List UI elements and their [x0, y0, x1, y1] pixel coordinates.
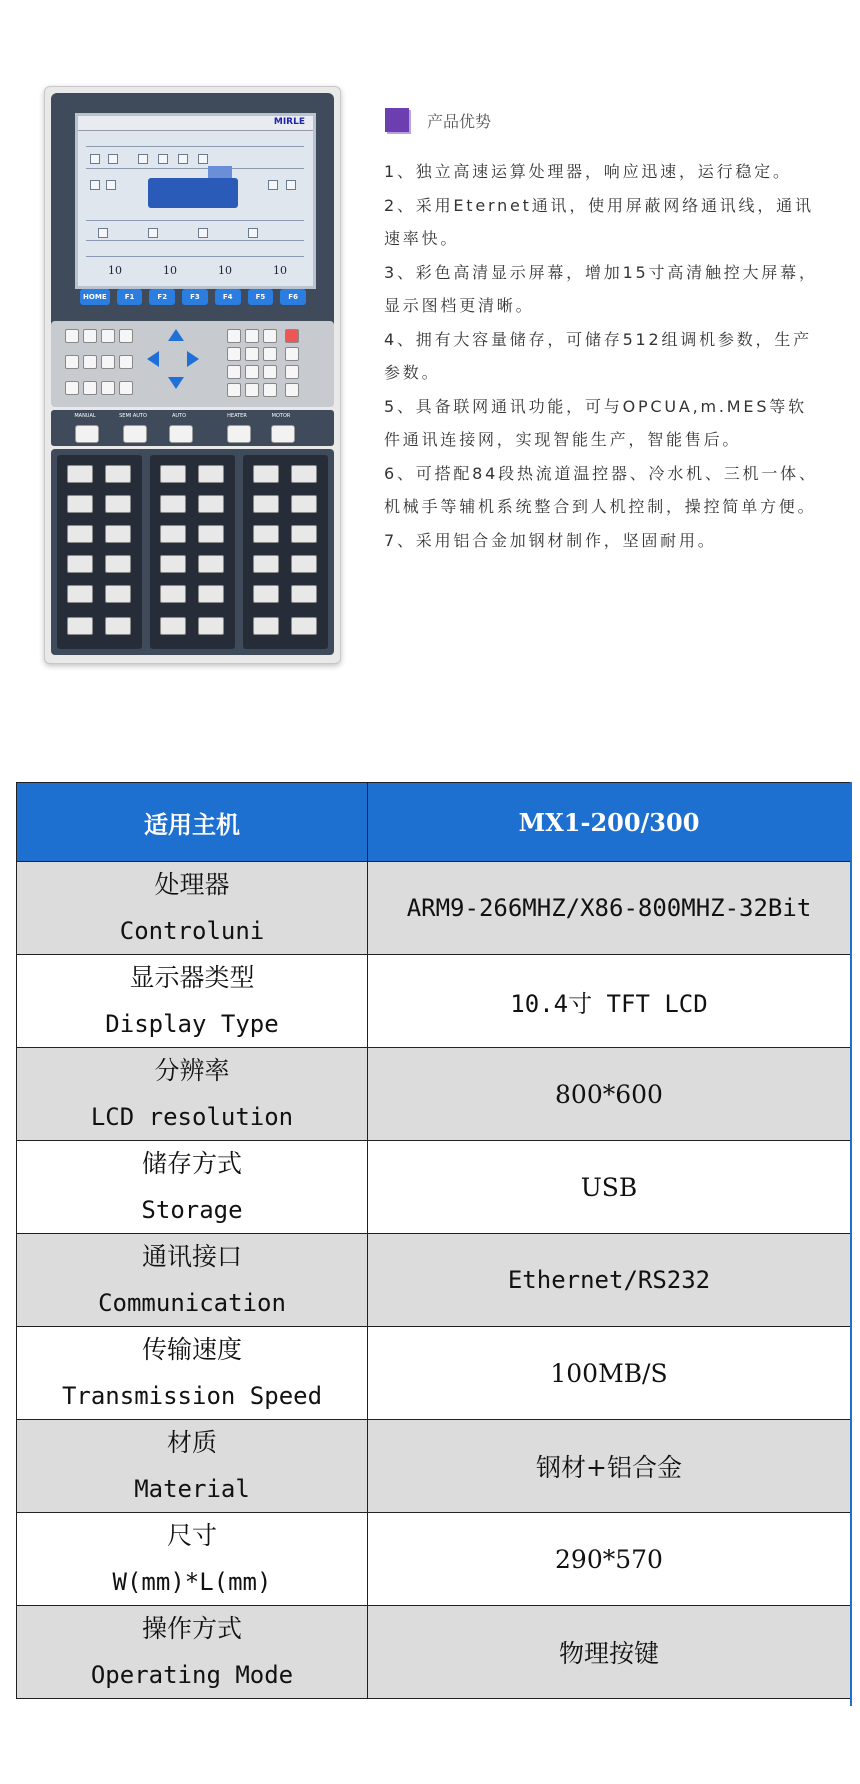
action-key — [291, 555, 317, 573]
row-label-zh: 储存方式 — [141, 1149, 242, 1178]
heater-key — [227, 425, 251, 443]
action-key — [253, 465, 279, 483]
header-label: 适用主机 — [17, 783, 368, 862]
action-key — [198, 617, 224, 635]
numpad-key — [263, 329, 277, 343]
action-key — [291, 617, 317, 635]
table-row — [17, 1420, 851, 1513]
action-key — [160, 585, 186, 603]
table-row — [17, 862, 851, 955]
row-label-en: Display Type — [105, 1010, 279, 1038]
row-value: 钢材+铝合金 — [368, 1420, 851, 1513]
advantages-heading — [385, 108, 491, 132]
row-label-en: LCD resolution — [90, 1103, 294, 1131]
panel-key — [65, 381, 79, 395]
action-key — [198, 585, 224, 603]
action-key — [253, 525, 279, 543]
row-label-zh: 尺寸 — [166, 1521, 217, 1550]
advantages-title: 产品优势 — [427, 111, 492, 131]
row-value: Ethernet/RS232 — [368, 1234, 851, 1327]
action-key-column — [150, 455, 235, 649]
action-key — [105, 465, 131, 483]
table-row — [17, 1513, 851, 1606]
numpad-key — [285, 383, 299, 397]
numpad-key — [227, 365, 241, 379]
screen-number: 10 — [273, 264, 287, 277]
table-row — [17, 1327, 851, 1420]
numpad-key — [245, 329, 259, 343]
arrow-down-icon — [168, 377, 184, 389]
action-key — [198, 525, 224, 543]
mode-label: AUTO — [171, 413, 187, 419]
numpad-key — [263, 347, 277, 361]
f4-key: F4 — [215, 289, 241, 305]
numpad-key — [245, 365, 259, 379]
screen-line — [86, 240, 304, 241]
header-value: MX1-200/300 — [368, 783, 851, 862]
action-key — [67, 555, 93, 573]
numpad-key — [227, 329, 241, 343]
screen-indicator — [248, 228, 258, 238]
screen-indicator — [198, 154, 208, 164]
panel-key — [83, 381, 97, 395]
advantage-item: 7、采用铝合金加钢材制作，坚固耐用。 — [384, 530, 717, 550]
table-right-edge — [850, 782, 852, 1706]
row-label — [17, 1141, 368, 1234]
mode-label: SEMI AUTO — [119, 413, 147, 419]
action-key — [67, 617, 93, 635]
action-key — [105, 555, 131, 573]
row-label-en: Material — [134, 1475, 250, 1503]
numpad-key — [245, 347, 259, 361]
screen-indicator — [138, 154, 148, 164]
f2-key: F2 — [149, 289, 175, 305]
numpad-key — [245, 383, 259, 397]
row-label-en: Storage — [141, 1196, 243, 1224]
screen-indicator — [178, 154, 188, 164]
panel-lcd-screen — [75, 113, 316, 289]
action-key — [160, 525, 186, 543]
row-label-zh: 分辨率 — [154, 1056, 230, 1085]
panel-key — [83, 355, 97, 369]
row-label-zh: 材质 — [166, 1428, 217, 1457]
row-value: 800*600 — [368, 1048, 851, 1141]
panel-key — [101, 355, 115, 369]
f1-key: F1 — [117, 289, 143, 305]
numpad-key — [285, 329, 299, 343]
advantages-list — [384, 155, 824, 557]
advantage-item: 5、具备联网通讯功能，可与OPCUA,m.MES等软件通讯连接网，实现智能生产，智能售后。 — [384, 396, 807, 449]
action-key — [67, 585, 93, 603]
action-key — [291, 525, 317, 543]
function-key-row — [80, 289, 306, 305]
action-key — [160, 495, 186, 513]
row-label-zh: 通讯接口 — [141, 1242, 242, 1271]
f3-key: F3 — [182, 289, 208, 305]
table-row — [17, 955, 851, 1048]
row-label — [17, 1420, 368, 1513]
row-value: 290*570 — [368, 1513, 851, 1606]
row-label-zh: 显示器类型 — [129, 963, 255, 992]
screen-indicator — [198, 228, 208, 238]
panel-key — [119, 381, 133, 395]
panel-key — [65, 355, 79, 369]
row-label-en: Controluni — [119, 917, 265, 945]
action-key — [160, 555, 186, 573]
numpad-key — [285, 347, 299, 361]
action-key-area — [51, 449, 334, 655]
action-key — [291, 465, 317, 483]
spec-table-header — [17, 783, 851, 862]
row-label-en: Operating Mode — [90, 1661, 294, 1689]
action-key — [253, 555, 279, 573]
advantage-item: 6、可搭配84段热流道温控器、冷水机、三机一体、机械手等辅机系统整合到人机控制，操控简单方便。 — [384, 463, 818, 516]
row-value: 10.4寸 TFT LCD — [368, 955, 851, 1048]
row-value: 物理按键 — [368, 1606, 851, 1699]
arrow-up-icon — [168, 329, 184, 341]
advantage-item: 3、彩色高清显示屏幕，增加15寸高清触控大屏幕，显示图档更清晰。 — [384, 262, 818, 315]
screen-line — [86, 220, 304, 221]
row-label — [17, 1327, 368, 1420]
row-label-zh: 处理器 — [154, 870, 230, 899]
action-key — [67, 495, 93, 513]
action-key — [67, 465, 93, 483]
row-label — [17, 955, 368, 1048]
spec-table — [16, 782, 851, 1699]
panel-key — [119, 329, 133, 343]
numpad-key — [227, 347, 241, 361]
screen-indicator — [98, 228, 108, 238]
screen-number: 10 — [108, 264, 122, 277]
row-label — [17, 862, 368, 955]
heading-square-icon — [385, 108, 409, 132]
panel-key — [65, 329, 79, 343]
action-key — [253, 495, 279, 513]
row-value: USB — [368, 1141, 851, 1234]
action-key — [105, 495, 131, 513]
screen-indicator — [106, 180, 116, 190]
panel-key — [119, 355, 133, 369]
row-label — [17, 1234, 368, 1327]
row-label-en: Communication — [98, 1289, 286, 1317]
action-key — [253, 617, 279, 635]
screen-indicator — [286, 180, 296, 190]
screen-number: 10 — [163, 264, 177, 277]
f5-key: F5 — [248, 289, 274, 305]
numpad-key — [227, 383, 241, 397]
auto-mode-key — [169, 425, 193, 443]
action-key — [160, 465, 186, 483]
numpad-key — [263, 383, 277, 397]
action-key — [105, 525, 131, 543]
action-key — [160, 617, 186, 635]
action-key — [105, 585, 131, 603]
mode-label: MOTOR — [271, 413, 291, 419]
action-key — [198, 495, 224, 513]
action-key — [291, 585, 317, 603]
screen-indicator — [90, 154, 100, 164]
motor-key — [271, 425, 295, 443]
screen-line — [86, 256, 304, 257]
action-key-column — [243, 455, 328, 649]
table-row — [17, 1141, 851, 1234]
screen-indicator — [268, 180, 278, 190]
controller-panel-image — [44, 86, 341, 664]
table-row — [17, 1606, 851, 1699]
row-label — [17, 1048, 368, 1141]
action-key — [253, 585, 279, 603]
mode-label: HEATER — [227, 413, 247, 419]
action-key — [198, 555, 224, 573]
f6-key: F6 — [280, 289, 306, 305]
screen-line — [86, 146, 304, 147]
mode-label: MANUAL — [74, 413, 96, 419]
table-row — [17, 1048, 851, 1141]
screen-status-bar — [78, 116, 313, 131]
row-value: ARM9-266MHZ/X86-800MHZ-32Bit — [368, 862, 851, 955]
row-label-en: Transmission Speed — [61, 1382, 323, 1410]
screen-indicator — [108, 154, 118, 164]
row-label-zh: 操作方式 — [141, 1614, 242, 1643]
arrow-left-icon — [147, 351, 159, 367]
screen-indicator — [158, 154, 168, 164]
arrow-right-icon — [187, 351, 199, 367]
panel-mid-keypad — [51, 321, 334, 407]
home-key: HOME — [80, 289, 110, 305]
row-label-zh: 传输速度 — [141, 1335, 242, 1364]
screen-brand-logo: MIRLE — [273, 117, 305, 127]
row-value: 100MB/S — [368, 1327, 851, 1420]
manual-mode-key — [75, 425, 99, 443]
action-key — [105, 617, 131, 635]
panel-key — [83, 329, 97, 343]
advantage-item: 1、独立高速运算处理器，响应迅速，运行稳定。 — [384, 162, 792, 181]
row-label — [17, 1606, 368, 1699]
screen-indicator — [148, 228, 158, 238]
screen-machine-graphic — [148, 178, 238, 208]
action-key — [198, 465, 224, 483]
numpad-key — [285, 365, 299, 379]
advantage-item: 4、拥有大容量储存，可储存512组调机参数，生产参数。 — [384, 329, 812, 382]
panel-key — [101, 329, 115, 343]
action-key-column — [57, 455, 142, 649]
advantage-item: 2、采用Eternet通讯，使用屏蔽网络通讯线，通讯速率快。 — [384, 195, 814, 248]
table-row — [17, 1234, 851, 1327]
screen-number: 10 — [218, 264, 232, 277]
action-key — [291, 495, 317, 513]
mode-key-strip — [51, 410, 334, 446]
panel-key — [101, 381, 115, 395]
numpad-key — [263, 365, 277, 379]
action-key — [67, 525, 93, 543]
semi-auto-mode-key — [123, 425, 147, 443]
row-label — [17, 1513, 368, 1606]
screen-line — [86, 168, 304, 169]
screen-indicator — [90, 180, 100, 190]
row-label-en: W(mm)*L(mm) — [112, 1568, 272, 1596]
